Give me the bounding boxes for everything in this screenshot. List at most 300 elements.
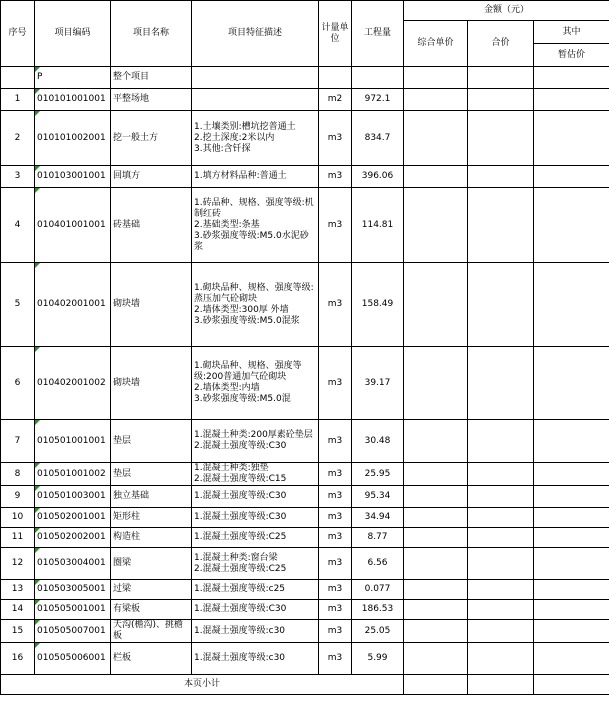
- row-name-text: 平整场地: [113, 94, 150, 104]
- row-seq[interactable]: [1, 89, 35, 111]
- row-code[interactable]: [35, 580, 111, 600]
- row-provisional[interactable]: [534, 89, 609, 111]
- row-provisional[interactable]: [534, 580, 609, 600]
- row-provisional[interactable]: [534, 508, 609, 528]
- row-name[interactable]: [111, 420, 192, 463]
- row-unit-text: m3: [327, 132, 343, 143]
- row-name-text: 砌块墙: [113, 299, 141, 309]
- table-row: [1, 89, 609, 111]
- row-name-text: 砌块墙: [113, 377, 141, 388]
- row-unit[interactable]: [319, 508, 352, 528]
- row-unit-text: m3: [327, 299, 343, 309]
- row-seq[interactable]: [1, 347, 35, 420]
- cell-comment-marker-icon: [35, 643, 40, 648]
- header-total: 合价: [468, 21, 534, 67]
- row-unit-price[interactable]: [404, 166, 468, 188]
- row-code-text: 010101002001: [37, 132, 106, 143]
- row-total[interactable]: [468, 508, 534, 528]
- row-seq-text: 2: [14, 132, 21, 143]
- row-code[interactable]: [35, 463, 111, 486]
- row-qty-text: 186.53: [361, 604, 394, 614]
- row-unit[interactable]: [319, 263, 352, 347]
- row-desc[interactable]: [192, 347, 319, 420]
- row-name[interactable]: [111, 600, 192, 620]
- row-provisional[interactable]: [534, 528, 609, 548]
- table-row: [1, 347, 609, 420]
- row-name[interactable]: [111, 67, 192, 89]
- cell-comment-marker-icon: [35, 600, 40, 605]
- row-code[interactable]: [35, 528, 111, 548]
- row-code-text: 010505006001: [37, 653, 106, 663]
- row-unit-text: m3: [327, 171, 343, 181]
- row-code-text: 010503005001: [37, 584, 106, 594]
- table-row: [1, 486, 609, 508]
- row-unit[interactable]: [319, 166, 352, 188]
- row-desc[interactable]: [192, 528, 319, 548]
- row-desc-text: 1.混凝土强度等级:C30: [194, 604, 287, 614]
- row-seq-text: 16: [11, 653, 24, 663]
- row-unit[interactable]: [319, 580, 352, 600]
- row-provisional[interactable]: [534, 463, 609, 486]
- row-name-text: 有梁板: [113, 604, 141, 614]
- row-qty-text: 114.81: [361, 219, 394, 230]
- row-unit[interactable]: [319, 600, 352, 620]
- table-row: [1, 188, 609, 263]
- row-unit-price[interactable]: [404, 111, 468, 166]
- row-total[interactable]: [468, 643, 534, 675]
- row-unit-text: m3: [327, 584, 343, 594]
- row-code-text: 010501001001: [37, 435, 106, 446]
- row-unit-text: m2: [327, 94, 343, 104]
- row-desc[interactable]: [192, 643, 319, 675]
- row-qty-text: 39.17: [364, 377, 391, 388]
- row-unit-text: m3: [327, 512, 343, 522]
- row-qty[interactable]: [352, 67, 404, 89]
- row-seq[interactable]: [1, 643, 35, 675]
- table-row: [1, 67, 609, 89]
- row-name[interactable]: [111, 347, 192, 420]
- row-code-text: 010502002001: [37, 532, 106, 542]
- row-unit-price[interactable]: [404, 89, 468, 111]
- row-name-text: 天沟(檐沟)、挑檐板: [113, 620, 184, 641]
- row-qty[interactable]: [352, 463, 404, 486]
- row-desc[interactable]: [192, 548, 319, 580]
- subtotal-label: 本页小计: [1, 675, 404, 695]
- row-desc-text: 1.砌块品种、规格、强度等级:蒸压加气砼砌块 2.墙体类型:300厚 外墙 3.砂浆强度等级:M5.0混浆: [194, 282, 314, 326]
- row-code[interactable]: [35, 188, 111, 263]
- row-name-text: 独立基础: [113, 491, 150, 501]
- row-code-text: 010101001001: [37, 94, 106, 104]
- row-unit-price[interactable]: [404, 600, 468, 620]
- table-row: [1, 166, 609, 188]
- row-code-text: 010401001001: [37, 219, 106, 230]
- row-unit[interactable]: [319, 420, 352, 463]
- row-name[interactable]: [111, 111, 192, 166]
- table-row: [1, 508, 609, 528]
- row-seq-text: 15: [11, 625, 24, 636]
- row-qty-text: 834.7: [364, 132, 391, 143]
- row-unit[interactable]: [319, 620, 352, 643]
- row-code-text: 010505007001: [37, 625, 106, 636]
- row-seq[interactable]: [1, 528, 35, 548]
- row-qty-text: 95.34: [364, 491, 391, 501]
- row-unit-price[interactable]: [404, 528, 468, 548]
- table-row: [1, 528, 609, 548]
- row-unit[interactable]: [319, 548, 352, 580]
- row-seq-text: 14: [11, 604, 24, 614]
- row-qty[interactable]: [352, 643, 404, 675]
- row-code-text: 010402001001: [37, 299, 106, 309]
- row-seq-text: 3: [14, 171, 21, 181]
- row-seq-text: 1: [14, 94, 21, 104]
- row-name[interactable]: [111, 508, 192, 528]
- row-provisional[interactable]: [534, 486, 609, 508]
- row-name-text: 垫层: [113, 468, 132, 479]
- row-code-text: 010505001001: [37, 604, 106, 614]
- row-code[interactable]: [35, 620, 111, 643]
- row-provisional[interactable]: [534, 600, 609, 620]
- row-provisional[interactable]: [534, 643, 609, 675]
- row-name-text: 回填方: [113, 171, 141, 181]
- row-qty-text: 8.77: [367, 532, 388, 542]
- row-provisional[interactable]: [534, 620, 609, 643]
- row-unit[interactable]: [319, 347, 352, 420]
- row-desc[interactable]: [192, 463, 319, 486]
- row-seq-text: 13: [11, 584, 24, 594]
- row-unit[interactable]: [319, 463, 352, 486]
- table-row: [1, 263, 609, 347]
- row-qty-text: 6.56: [367, 558, 388, 568]
- subtotal-total[interactable]: [468, 675, 534, 695]
- row-provisional[interactable]: [534, 347, 609, 420]
- row-name[interactable]: [111, 486, 192, 508]
- row-desc-text: 1.砌块品种、规格、强度等级:200普通加气砼砌块 2.墙体类型:内墙 3.砂浆强度等级:M5.0混: [194, 361, 302, 404]
- row-name-text: 圈梁: [113, 558, 132, 568]
- row-code[interactable]: [35, 67, 111, 89]
- row-desc-text: 1.混凝土种类:200厚素砼垫层 2.混凝土强度等级:C30: [194, 430, 313, 451]
- row-unit-price[interactable]: [404, 463, 468, 486]
- row-provisional[interactable]: [534, 263, 609, 347]
- row-seq-text: 5: [14, 299, 21, 309]
- row-seq-text: 7: [14, 435, 21, 446]
- table-row: [1, 643, 609, 675]
- row-qty-text: 25.05: [364, 625, 391, 636]
- row-name-text: 过梁: [113, 584, 132, 594]
- row-unit[interactable]: [319, 486, 352, 508]
- row-qty[interactable]: [352, 486, 404, 508]
- row-total[interactable]: [468, 548, 534, 580]
- row-total[interactable]: [468, 347, 534, 420]
- row-desc[interactable]: [192, 508, 319, 528]
- cell-comment-marker-icon: [35, 67, 40, 72]
- row-unit[interactable]: [319, 89, 352, 111]
- row-qty[interactable]: [352, 508, 404, 528]
- row-seq[interactable]: [1, 463, 35, 486]
- table-row: [1, 548, 609, 580]
- row-unit-text: m3: [327, 435, 343, 446]
- cell-comment-marker-icon: [35, 463, 40, 468]
- row-code-text: P: [37, 72, 43, 82]
- row-name-text: 整个项目: [113, 72, 150, 82]
- row-desc[interactable]: [192, 263, 319, 347]
- row-desc[interactable]: [192, 486, 319, 508]
- row-total[interactable]: [468, 67, 534, 89]
- row-seq[interactable]: [1, 111, 35, 166]
- row-name[interactable]: [111, 528, 192, 548]
- row-name[interactable]: [111, 89, 192, 111]
- row-seq[interactable]: [1, 620, 35, 643]
- row-code[interactable]: [35, 548, 111, 580]
- row-code-text: 010503004001: [37, 558, 106, 568]
- row-unit-price[interactable]: [404, 486, 468, 508]
- row-code[interactable]: [35, 111, 111, 166]
- row-qty[interactable]: [352, 166, 404, 188]
- row-seq-text: 10: [11, 512, 24, 522]
- row-qty-text: 25.95: [364, 468, 391, 479]
- row-total[interactable]: [468, 188, 534, 263]
- table-row: [1, 620, 609, 643]
- row-provisional[interactable]: [534, 166, 609, 188]
- row-qty[interactable]: [352, 528, 404, 548]
- header-provisional: 暂估价: [534, 44, 609, 67]
- row-seq[interactable]: [1, 67, 35, 89]
- row-qty[interactable]: [352, 548, 404, 580]
- row-provisional[interactable]: [534, 111, 609, 166]
- row-qty-text: 34.94: [364, 512, 391, 522]
- row-qty[interactable]: [352, 420, 404, 463]
- header-seq: 序号: [1, 1, 35, 67]
- row-code-text: 010502001001: [37, 512, 106, 522]
- row-seq[interactable]: [1, 166, 35, 188]
- row-seq[interactable]: [1, 486, 35, 508]
- subtotal-unit-price[interactable]: [404, 675, 468, 695]
- row-unit-text: m3: [327, 604, 343, 614]
- row-desc-text: 1.混凝土强度等级:c30: [194, 653, 286, 663]
- row-unit-text: m3: [327, 653, 343, 663]
- row-unit-price[interactable]: [404, 67, 468, 89]
- row-unit-text: m3: [327, 219, 343, 230]
- row-total[interactable]: [468, 528, 534, 548]
- row-unit-price[interactable]: [404, 620, 468, 643]
- row-code-text: 010402001002: [37, 377, 106, 388]
- row-seq-text: 6: [14, 377, 21, 388]
- row-code-text: 010501003001: [37, 491, 106, 501]
- row-name[interactable]: [111, 188, 192, 263]
- row-code[interactable]: [35, 166, 111, 188]
- row-seq-text: 11: [11, 532, 24, 542]
- row-desc-text: 1.混凝土强度等级:C30: [194, 491, 287, 501]
- row-unit-price[interactable]: [404, 508, 468, 528]
- cell-comment-marker-icon: [35, 580, 40, 585]
- row-name-text: 栏板: [113, 653, 132, 663]
- row-unit-text: m3: [327, 558, 343, 568]
- row-name[interactable]: [111, 548, 192, 580]
- row-seq[interactable]: [1, 263, 35, 347]
- cell-comment-marker-icon: [35, 486, 40, 491]
- cell-comment-marker-icon: [35, 528, 40, 533]
- subtotal-row: [1, 675, 609, 695]
- row-seq[interactable]: [1, 508, 35, 528]
- row-total[interactable]: [468, 263, 534, 347]
- cell-comment-marker-icon: [35, 620, 40, 625]
- cell-comment-marker-icon: [35, 89, 40, 94]
- row-name-text: 构造柱: [113, 532, 141, 542]
- row-unit-text: m3: [327, 377, 343, 388]
- row-unit[interactable]: [319, 67, 352, 89]
- row-desc-text: 1.混凝土强度等级:c30: [194, 625, 286, 636]
- row-name-text: 矩形柱: [113, 512, 141, 522]
- row-name[interactable]: [111, 643, 192, 675]
- row-desc[interactable]: [192, 111, 319, 166]
- row-code[interactable]: [35, 643, 111, 675]
- row-name[interactable]: [111, 580, 192, 600]
- row-desc[interactable]: [192, 620, 319, 643]
- row-desc-text: 1.砖品种、规格、强度等级:机制红砖 2.基础类型:条基 3.砂浆强度等级:M5.0水泥砂浆: [194, 197, 314, 252]
- cell-comment-marker-icon: [35, 166, 40, 171]
- row-qty[interactable]: [352, 347, 404, 420]
- table-row: [1, 420, 609, 463]
- row-qty[interactable]: [352, 263, 404, 347]
- table-row: [1, 580, 609, 600]
- row-seq[interactable]: [1, 548, 35, 580]
- row-seq[interactable]: [1, 188, 35, 263]
- row-seq[interactable]: [1, 420, 35, 463]
- row-desc-text: 1.混凝土强度等级:c25: [194, 584, 286, 594]
- row-total[interactable]: [468, 580, 534, 600]
- row-total[interactable]: [468, 420, 534, 463]
- row-total[interactable]: [468, 89, 534, 111]
- row-desc-text: 1.混凝土强度等级:C30: [194, 512, 287, 522]
- row-code[interactable]: [35, 486, 111, 508]
- row-qty[interactable]: [352, 188, 404, 263]
- header-amount: 金额（元）: [404, 1, 609, 21]
- header-qty: 工程量: [352, 1, 404, 67]
- row-seq-text: 4: [14, 219, 21, 230]
- row-desc[interactable]: [192, 188, 319, 263]
- row-code[interactable]: [35, 89, 111, 111]
- row-unit[interactable]: [319, 643, 352, 675]
- row-unit-price[interactable]: [404, 420, 468, 463]
- row-unit[interactable]: [319, 188, 352, 263]
- header-unit: 计量单位: [319, 1, 352, 67]
- row-desc[interactable]: [192, 420, 319, 463]
- row-qty[interactable]: [352, 600, 404, 620]
- row-unit-price[interactable]: [404, 347, 468, 420]
- row-provisional[interactable]: [534, 188, 609, 263]
- row-name[interactable]: [111, 463, 192, 486]
- row-unit[interactable]: [319, 111, 352, 166]
- row-qty-text: 158.49: [361, 299, 394, 309]
- row-desc[interactable]: [192, 580, 319, 600]
- row-name[interactable]: [111, 620, 192, 643]
- row-provisional[interactable]: [534, 420, 609, 463]
- row-qty[interactable]: [352, 580, 404, 600]
- cell-comment-marker-icon: [35, 263, 40, 268]
- header-name: 项目名称: [111, 1, 192, 67]
- row-seq-text: 12: [11, 558, 24, 568]
- row-unit-price[interactable]: [404, 548, 468, 580]
- row-desc[interactable]: [192, 166, 319, 188]
- header-code: 项目编码: [35, 1, 111, 67]
- row-name-text: 挖一般土方: [113, 132, 159, 143]
- cell-comment-marker-icon: [35, 111, 40, 116]
- row-desc-text: 1.混凝土强度等级:C25: [194, 532, 287, 542]
- row-unit-text: m3: [327, 468, 343, 479]
- row-desc-text: 1.填方材料品种:普通土: [194, 171, 287, 181]
- row-total[interactable]: [468, 600, 534, 620]
- row-qty-text: 0.077: [364, 584, 391, 594]
- row-qty-text: 972.1: [364, 94, 391, 104]
- row-unit-text: m3: [327, 532, 343, 542]
- row-unit-price[interactable]: [404, 643, 468, 675]
- row-seq[interactable]: [1, 580, 35, 600]
- row-seq-text: 9: [14, 491, 21, 501]
- row-desc[interactable]: [192, 67, 319, 89]
- row-unit-price[interactable]: [404, 188, 468, 263]
- row-qty[interactable]: [352, 89, 404, 111]
- cell-comment-marker-icon: [35, 188, 40, 193]
- table-row: [1, 600, 609, 620]
- row-name-text: 砖基础: [113, 219, 141, 230]
- row-qty-text: 30.48: [364, 435, 391, 446]
- header-unit-price: 综合单价: [404, 21, 468, 67]
- row-code[interactable]: [35, 508, 111, 528]
- row-seq-text: 8: [14, 468, 21, 479]
- row-code[interactable]: [35, 347, 111, 420]
- row-desc[interactable]: [192, 600, 319, 620]
- row-code[interactable]: [35, 420, 111, 463]
- row-total[interactable]: [468, 111, 534, 166]
- header-among: 其中: [534, 21, 609, 44]
- row-code-text: 010103001001: [37, 171, 106, 181]
- row-unit-text: m3: [327, 491, 343, 501]
- row-code[interactable]: [35, 600, 111, 620]
- row-total[interactable]: [468, 620, 534, 643]
- row-provisional[interactable]: [534, 67, 609, 89]
- row-desc-text: 1.混凝土种类:窗台梁 2.混凝土强度等级:C25: [194, 552, 287, 574]
- row-qty[interactable]: [352, 620, 404, 643]
- row-seq[interactable]: [1, 600, 35, 620]
- row-qty-text: 5.99: [367, 653, 388, 663]
- row-qty-text: 396.06: [361, 171, 394, 181]
- row-desc-text: 1.土壤类别:槽坑挖普通土 2.挖土深度:2米以内 3.其他:含钎探: [194, 121, 296, 154]
- table-row: [1, 111, 609, 166]
- row-total[interactable]: [468, 166, 534, 188]
- row-desc-text: 1.混凝土种类:独垫 2.混凝土强度等级:C15: [194, 463, 287, 484]
- subtotal-provisional[interactable]: [534, 675, 609, 695]
- cell-comment-marker-icon: [35, 508, 40, 513]
- row-qty[interactable]: [352, 111, 404, 166]
- cell-comment-marker-icon: [35, 420, 40, 425]
- row-unit-price[interactable]: [404, 263, 468, 347]
- row-desc[interactable]: [192, 89, 319, 111]
- row-unit-price[interactable]: [404, 580, 468, 600]
- cell-comment-marker-icon: [35, 347, 40, 352]
- row-code-text: 010501001002: [37, 468, 106, 479]
- header-desc: 项目特征描述: [192, 1, 319, 67]
- row-code[interactable]: [35, 263, 111, 347]
- row-total[interactable]: [468, 463, 534, 486]
- cell-comment-marker-icon: [35, 548, 40, 553]
- row-unit[interactable]: [319, 528, 352, 548]
- table-row: [1, 463, 609, 486]
- row-name-text: 垫层: [113, 435, 132, 446]
- row-total[interactable]: [468, 486, 534, 508]
- row-name[interactable]: [111, 263, 192, 347]
- row-unit-text: m3: [327, 625, 343, 636]
- row-name[interactable]: [111, 166, 192, 188]
- row-provisional[interactable]: [534, 548, 609, 580]
